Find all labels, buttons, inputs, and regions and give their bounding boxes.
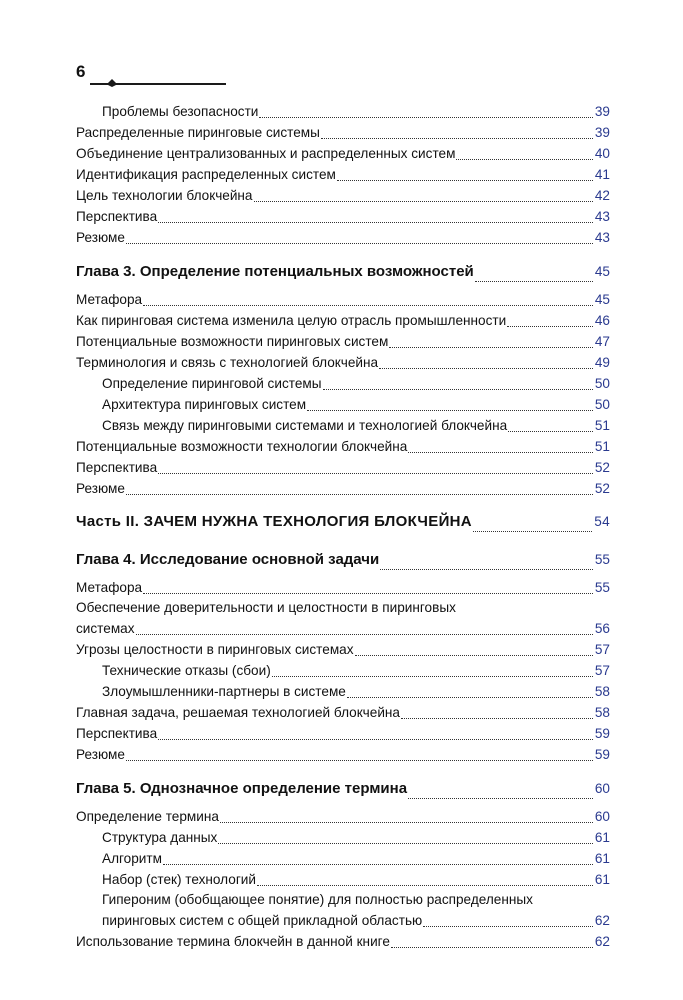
- page-header: [76, 58, 226, 88]
- toc-page-number[interactable]: 47: [594, 334, 610, 349]
- toc-entry-title-continuation: пиринговых систем с общей прикладной областью: [102, 913, 423, 928]
- toc-entry-line[interactable]: [76, 598, 610, 618]
- dot-leader: [163, 864, 593, 865]
- toc-entry-title: Определение пиринговой системы: [102, 376, 322, 391]
- toc-page-number[interactable]: 45: [594, 292, 610, 307]
- dot-leader: [259, 117, 592, 118]
- table-of-contents: [76, 101, 610, 952]
- toc-entry[interactable]: [76, 227, 610, 248]
- toc-entry-title: Потенциальные возможности технологии блокчейна: [76, 439, 408, 454]
- toc-page-number[interactable]: 59: [594, 726, 610, 741]
- toc-entry[interactable]: [76, 101, 610, 122]
- dot-leader: [158, 473, 593, 474]
- toc-entry[interactable]: [76, 931, 610, 952]
- toc-entry[interactable]: [76, 185, 610, 206]
- dot-leader: [456, 159, 592, 160]
- chapter[interactable]: [76, 258, 610, 286]
- toc-entry[interactable]: [76, 681, 610, 702]
- toc-entry[interactable]: [76, 702, 610, 723]
- toc-entry-title: Обеспечение доверительности и целостности в пиринговых: [76, 600, 456, 615]
- dot-leader: [126, 494, 593, 495]
- toc-entry-title: Перспектива: [76, 209, 158, 224]
- toc-page-number[interactable]: 58: [594, 684, 610, 699]
- dot-leader: [126, 760, 593, 761]
- dot-leader: [408, 798, 593, 799]
- toc-page-number[interactable]: 57: [594, 642, 610, 657]
- toc-entry-title: Резюме: [76, 747, 125, 762]
- toc-entry-title: Цель технологии блокчейна: [76, 188, 253, 203]
- chapter[interactable]: [76, 546, 610, 574]
- toc-entry-title-continuation: системах: [76, 621, 135, 636]
- toc-entry[interactable]: [76, 206, 610, 227]
- dot-leader: [323, 389, 593, 390]
- toc-entry-title: Структура данных: [102, 830, 218, 845]
- toc-entry-continuation[interactable]: [76, 910, 610, 931]
- dot-leader: [380, 569, 593, 570]
- toc-entry[interactable]: [76, 478, 610, 499]
- header-rule-ornament: [90, 78, 226, 88]
- toc-entry[interactable]: [76, 848, 610, 869]
- dot-leader: [391, 947, 593, 948]
- dot-leader: [272, 676, 593, 677]
- toc-page-number[interactable]: 43: [594, 230, 610, 245]
- toc-page-number[interactable]: 49: [594, 355, 610, 370]
- toc-entry[interactable]: [76, 827, 610, 848]
- toc-page-number[interactable]: 46: [594, 313, 610, 328]
- toc-entry[interactable]: [76, 660, 610, 681]
- toc-entry-title: Проблемы безопасности: [102, 104, 259, 119]
- toc-page-number[interactable]: 39: [594, 125, 610, 140]
- toc-entry-title: Глава 4. Исследование основной задачи: [76, 551, 380, 568]
- toc-entry-line[interactable]: [76, 890, 610, 910]
- toc-page-number[interactable]: 54: [594, 514, 610, 529]
- toc-entry-title: Гипероним (обобщающее понятие) для полностью распределенных: [102, 892, 533, 907]
- toc-page-number[interactable]: 61: [594, 830, 610, 845]
- dot-leader: [143, 305, 593, 306]
- toc-entry-title: Глава 5. Однозначное определение термина: [76, 780, 408, 797]
- dot-leader: [126, 243, 593, 244]
- toc-entry[interactable]: [76, 415, 610, 436]
- toc-entry-title: Терминология и связь с технологией блокчейна: [76, 355, 379, 370]
- dot-leader: [379, 368, 593, 369]
- dot-leader: [321, 138, 593, 139]
- toc-page-number[interactable]: 58: [594, 705, 610, 720]
- toc-entry[interactable]: [76, 869, 610, 890]
- dot-leader: [389, 347, 593, 348]
- toc-page-number[interactable]: 52: [594, 481, 610, 496]
- dot-leader: [218, 843, 593, 844]
- toc-entry-title: Метафора: [76, 292, 143, 307]
- toc-page-number[interactable]: 51: [594, 418, 610, 433]
- toc-entry[interactable]: [76, 394, 610, 415]
- toc-entry[interactable]: [76, 310, 610, 331]
- part[interactable]: [76, 508, 610, 536]
- toc-entry[interactable]: [76, 457, 610, 478]
- toc-page-number[interactable]: 55: [594, 580, 610, 595]
- dot-leader: [220, 822, 593, 823]
- toc-page-number[interactable]: 60: [594, 809, 610, 824]
- dot-leader: [337, 180, 593, 181]
- toc-page-number[interactable]: 40: [594, 146, 610, 161]
- toc-entry-title: Определение термина: [76, 809, 219, 824]
- toc-page-number[interactable]: 51: [594, 439, 610, 454]
- dot-leader: [254, 201, 593, 202]
- toc-entry-title: Потенциальные возможности пиринговых систем: [76, 334, 389, 349]
- dot-leader: [355, 655, 593, 656]
- dot-leader: [473, 531, 592, 532]
- toc-entry-title: Связь между пиринговыми системами и технологией блокчейна: [102, 418, 508, 433]
- toc-entry-title: Глава 3. Определение потенциальных возможностей: [76, 263, 474, 280]
- toc-page-number[interactable]: 42: [594, 188, 610, 203]
- toc-page-number[interactable]: 57: [594, 663, 610, 678]
- toc-entry[interactable]: [76, 744, 610, 765]
- toc-page-number[interactable]: 61: [594, 851, 610, 866]
- toc-entry[interactable]: [76, 723, 610, 744]
- toc-entry-title: Часть II. ЗАЧЕМ НУЖНА ТЕХНОЛОГИЯ БЛОКЧЕЙНА: [76, 513, 472, 530]
- dot-leader: [136, 634, 593, 635]
- toc-entry-title: Идентификация распределенных систем: [76, 167, 336, 182]
- toc-entry-title: Угрозы целостности в пиринговых системах: [76, 642, 354, 657]
- toc-page-number[interactable]: 50: [594, 376, 610, 391]
- toc-page-number[interactable]: 52: [594, 460, 610, 475]
- dot-leader: [158, 222, 593, 223]
- toc-entry[interactable]: [76, 373, 610, 394]
- toc-entry-title: Как пиринговая система изменила целую отрасль промышленности: [76, 313, 507, 328]
- toc-page-number[interactable]: 62: [594, 913, 610, 928]
- toc-entry[interactable]: [76, 122, 610, 143]
- toc-entry[interactable]: [76, 289, 610, 310]
- toc-page-number[interactable]: 61: [594, 872, 610, 887]
- dot-leader: [347, 697, 593, 698]
- toc-entry[interactable]: [76, 331, 610, 352]
- toc-page-number[interactable]: 55: [594, 552, 610, 567]
- toc-entry[interactable]: [76, 577, 610, 598]
- toc-entry-title: Архитектура пиринговых систем: [102, 397, 307, 412]
- dot-leader: [423, 926, 593, 927]
- toc-entry-title: Метафора: [76, 580, 143, 595]
- toc-page-number[interactable]: 59: [594, 747, 610, 762]
- dot-leader: [401, 718, 593, 719]
- chapter[interactable]: [76, 775, 610, 803]
- toc-page-number[interactable]: 45: [594, 264, 610, 279]
- toc-entry[interactable]: [76, 436, 610, 457]
- toc-entry[interactable]: [76, 164, 610, 185]
- toc-entry-title: Объединение централизованных и распределенных систем: [76, 146, 456, 161]
- toc-entry[interactable]: [76, 143, 610, 164]
- dot-leader: [257, 885, 593, 886]
- dot-leader: [143, 593, 593, 594]
- toc-entry-title: Перспектива: [76, 460, 158, 475]
- toc-page-number[interactable]: 56: [594, 621, 610, 636]
- toc-entry-title: Злоумышленники-партнеры в системе: [102, 684, 346, 699]
- toc-page-number[interactable]: 43: [594, 209, 610, 224]
- dot-leader: [307, 410, 593, 411]
- dot-leader: [508, 431, 593, 432]
- toc-entry-title: Распределенные пиринговые системы: [76, 125, 320, 140]
- toc-entry-title: Резюме: [76, 481, 125, 496]
- toc-entry-continuation[interactable]: [76, 618, 610, 639]
- dot-leader: [507, 326, 593, 327]
- toc-page-number[interactable]: 60: [594, 781, 610, 796]
- toc-entry-title: Использование термина блокчейн в данной книге: [76, 934, 390, 949]
- toc-page-number[interactable]: 39: [594, 104, 610, 119]
- toc-entry-title: Алгоритм: [102, 851, 162, 866]
- toc-entry-title: Технические отказы (сбои): [102, 663, 271, 678]
- toc-entry-title: Резюме: [76, 230, 125, 245]
- dot-leader: [408, 452, 593, 453]
- toc-page-number[interactable]: 41: [594, 167, 610, 182]
- dot-leader: [475, 281, 593, 282]
- toc-entry[interactable]: [76, 639, 610, 660]
- page-number: 6: [76, 62, 86, 81]
- toc-entry[interactable]: [76, 806, 610, 827]
- dot-leader: [158, 739, 593, 740]
- toc-page-number[interactable]: 50: [594, 397, 610, 412]
- toc-entry[interactable]: [76, 352, 610, 373]
- toc-entry-title: Главная задача, решаемая технологией блокчейна: [76, 705, 400, 720]
- toc-page-number[interactable]: 62: [594, 934, 610, 949]
- toc-entry-title: Набор (стек) технологий: [102, 872, 256, 887]
- toc-entry-title: Перспектива: [76, 726, 158, 741]
